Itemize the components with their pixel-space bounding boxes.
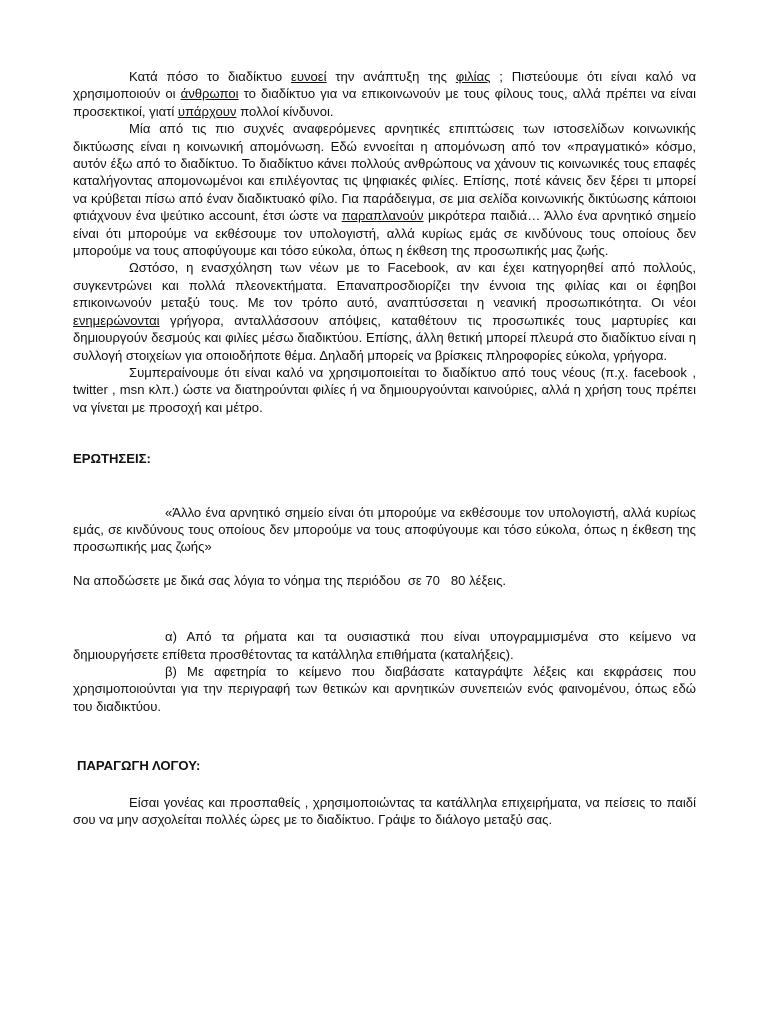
- underlined-word: υπάρχουν: [177, 103, 237, 119]
- underlined-word: άνθρωποι: [180, 86, 239, 102]
- document-page: [73, 68, 696, 828]
- underlined-word: φιλίας: [455, 69, 491, 84]
- underlined-word: ευνοεί: [290, 69, 327, 84]
- text-segment: πολλοί κίνδυνοι.: [236, 103, 334, 119]
- text-segment: ; Πιστεύουμε ότι είναι καλό να χρησιμοποιούν οι: [73, 69, 697, 102]
- text-segment: την ανάπτυξη της: [326, 69, 456, 84]
- quoted-passage: «Άλλο ένα αρνητικό σημείο είναι ότι μπορούμε να εκθέσουμε τον υπολογιστή, αλλά κυρίως εμάς, σε κινδύνους τους οποίους δεν μπορούμε να τους αποφύγουμε και τόσο εύκολα, όπως η έκθεση της προσωπικής μας ζωής»: [73, 504, 696, 555]
- text-segment: μικρότερα παιδιά… Άλλο ένα αρνητικό σημείο είναι ότι μπορούμε να εκθέσουμε τον υπολογιστή, αλλά κυρίως εμάς σε κινδύνους τους οποίους δεν μπορούμε να τους αποφύγουμε και τόσο εύκολα, όπως η έκθεση της προσωπικής μας ζωής.: [73, 208, 696, 259]
- questions-heading: ΕΡΩΤΗΣΕΙΣ:: [73, 451, 151, 467]
- essay-paragraph-1: [73, 68, 696, 120]
- text-segment: το διαδίκτυο για να επικοινωνούν με τους φίλους τους, αλλά πρέπει να είναι προσεκτικοί, γιατί: [73, 86, 696, 119]
- text-segment: γρήγορα, ανταλλάσσουν απόψεις, καταθέτουν τις προσωπικές τους μαρτυρίες και δημιουργούν δεσμούς και φιλίες μέσω διαδικτύου. Επίσης, άλλη θετική μπορεί πλευρά στο διαδίκτυο είναι η συλλογή στοιχείων για οποιοδήποτε θέμα. Δηλαδή μπορείς να βρίσκεις πληροφορίες εύκολα, γρήγορα.: [73, 312, 696, 363]
- essay-paragraph-3: [73, 259, 696, 363]
- text-segment: Ωστόσο, η ενασχόληση των νέων με το Facebook, αν και έχει κατηγορηθεί από πολλούς, συγκεντρώνει και πολλά πλεονεκτήματα. Επαναπροσδιορίζει την έννοια της φιλίας και οι έφηβοι επικοινωνούν μεταξύ τους. Με τον τρόπο αυτό, αναπτύσσεται η νεανική προσωπικότητα. Οι νέοι: [73, 260, 696, 311]
- underlined-word: παραπλανούν: [341, 208, 424, 224]
- text-segment: Μία από τις πιο συχνές αναφερόμενες αρνητικές επιπτώσεις των ιστοσελίδων κοινωνικής δικτύωσης είναι η κοινωνική απομόνωση. Εδώ εννοείται η απομόνωση από τον «πραγματικό» κόσμο, αυτόν έξω από το διαδίκτυο. Το διαδίκτυο κάνει πολλούς ανθρώπους να χάνουν τις κοινωνικές τους επαφές καταλήγοντας απομονωμένοι και επιλέγοντας τις ψηφιακές φιλίες. Επίσης, ποτέ κάνεις δεν ξέρει τι μπορεί να κρύβεται πίσω από έναν διαδικτυακό φίλο. Για παράδειγμα, σε μια σελίδα κοινωνικής δικτύωσης κάποιοι φτιάχνουν ένα ψεύτικο account, έτσι ώστε να: [73, 121, 696, 224]
- text-segment: Κατά πόσο το διαδίκτυο: [129, 69, 291, 84]
- production-prompt: Είσαι γονέας και προσπαθείς , χρησιμοποιώντας τα κατάλληλα επιχειρήματα, να πείσεις το παιδί σου να μην ασχολείται πολλές ώρες με το διαδίκτυο. Γράψε το διάλογο μεταξύ σας.: [73, 794, 696, 827]
- question-a: α) Από τα ρήματα και τα ουσιαστικά που είναι υπογραμμισμένα στο κείμενο να δημιουργήσετε επίθετα προσθέτοντας τα κατάλληλα επιθήματα (καταλήξεις).: [73, 629, 696, 662]
- underlined-word: ενημερώνονται: [73, 312, 160, 328]
- question-b: β) Με αφετηρία το κείμενο που διαβάσατε καταγράψτε λέξεις και εκφράσεις που χρησιμοποιούνται για την περιγραφή των θετικών και αρνητικών συνεπειών ενός φαινομένου, όπως εδώ του διαδικτύου.: [73, 663, 696, 714]
- essay-paragraph-2: [73, 120, 696, 259]
- production-heading: ΠΑΡΑΓΩΓΗ ΛΟΓΟΥ:: [77, 758, 201, 774]
- essay-paragraph-4: Συμπεραίνουμε ότι είναι καλό να χρησιμοποιείται το διαδίκτυο από τους νέους (π.χ. facebook , twitter , msn κλπ.) ώστε να διατηρούνται φιλίες ή να δημιουργούνται καινούριες, αλλά η χρήση τους πρέπει να γίνεται με προσοχή και μέτρο.: [73, 364, 696, 415]
- question-instruction: Να αποδώσετε με δικά σας λόγια το νόημα της περιόδου σε 70 80 λέξεις.: [73, 572, 507, 588]
